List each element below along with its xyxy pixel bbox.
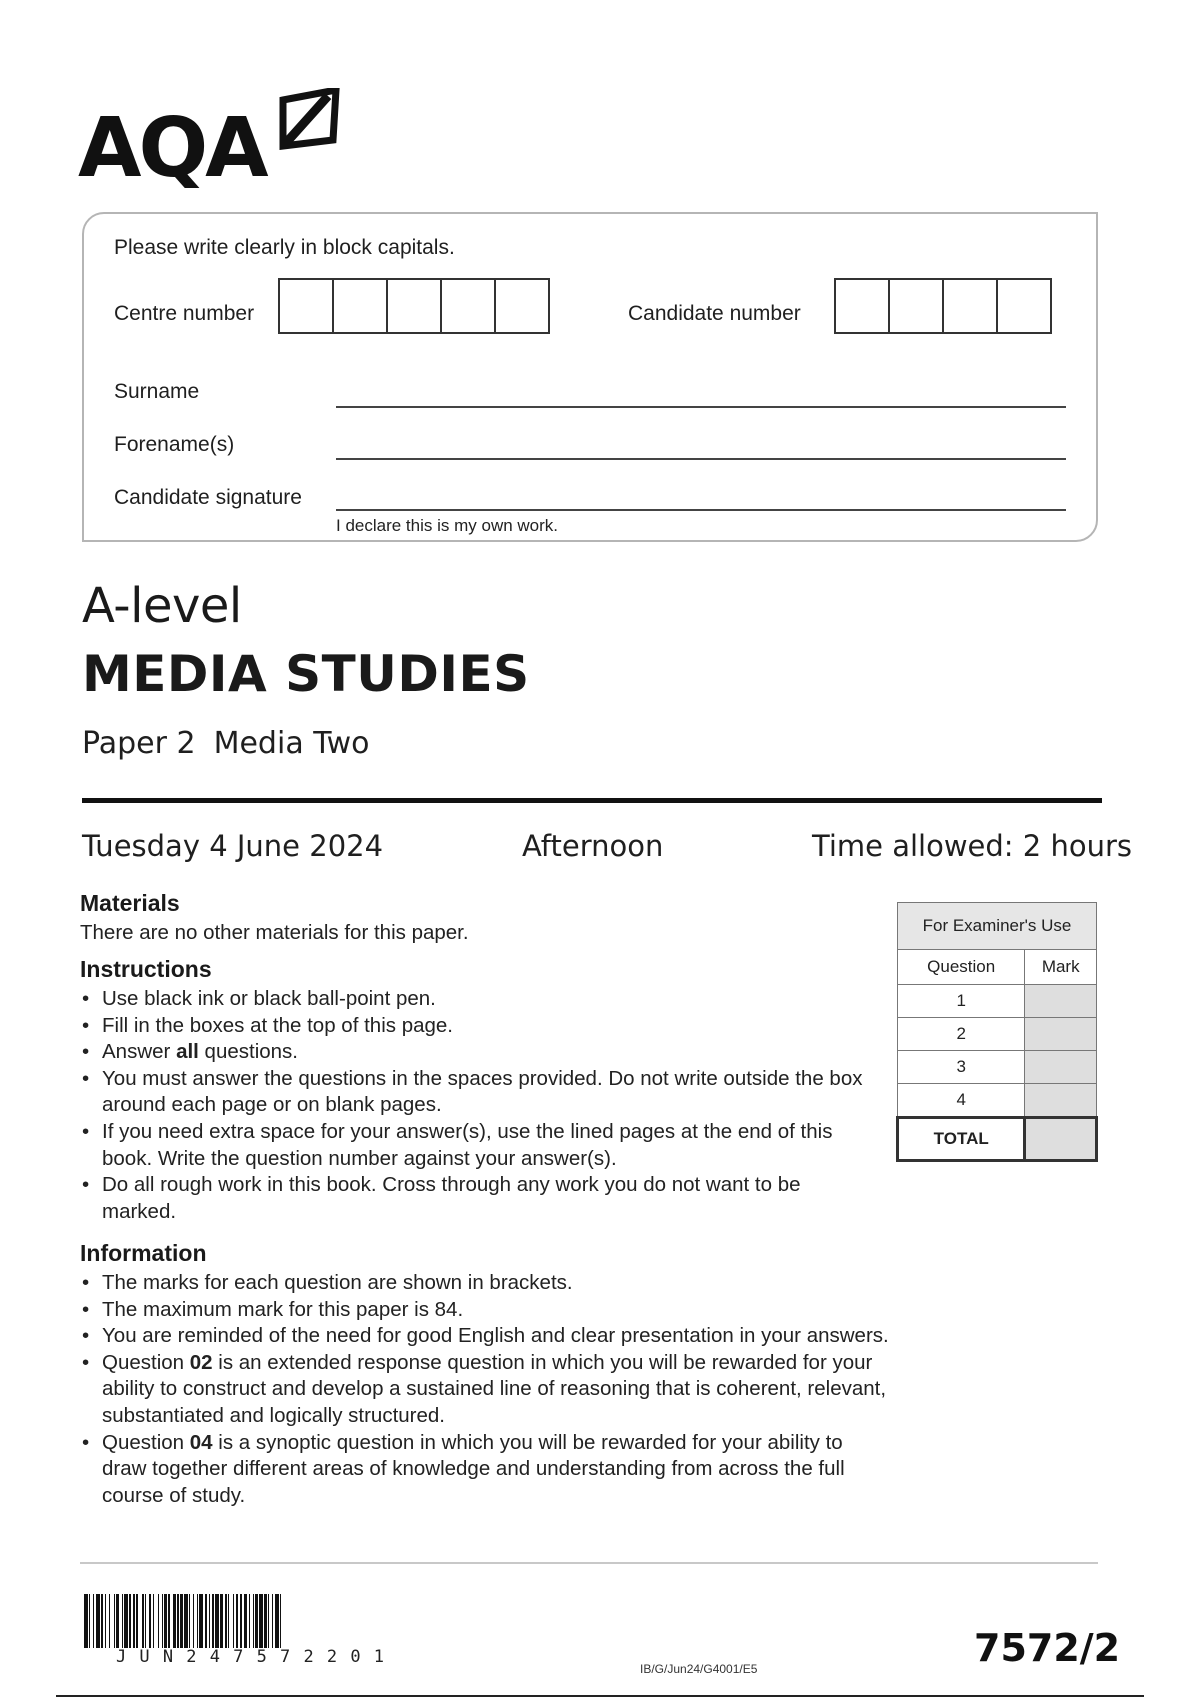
surname-label: Surname [114,380,200,403]
mark-cell [1025,1018,1097,1051]
paper-name: Media Two [213,726,370,761]
instruction-item: • Use black ink or black ball-point pen. [80,986,880,1013]
materials-heading: Materials [80,890,180,916]
question-number: 2 [898,1018,1025,1051]
candidate-number-boxes[interactable] [834,278,1052,334]
qualification-level: A-level [82,578,242,634]
aqa-logo-graphic [78,88,348,193]
information-heading: Information [80,1240,207,1266]
signature-field[interactable] [336,509,1066,511]
mark-cell [1025,985,1097,1018]
examiner-use-table [896,902,1098,1162]
instructions-heading: Instructions [80,956,212,982]
information-item: • Question 02 is an extended response question in which you will be rewarded for your ability to construct and develop a sustained line of reasoning that is coherent, relevant, substantiated and logically structured. [80,1350,890,1430]
candidate-digit-box[interactable] [888,278,944,334]
centre-number-boxes[interactable] [278,278,550,334]
svg-text:AQA: AQA [78,101,266,193]
information-item: • Question 04 is a synoptic question in which you will be rewarded for your ability to draw together different areas of knowledge and understanding from across the full course of study. [80,1430,890,1510]
centre-digit-box[interactable] [494,278,550,334]
question-number: 3 [898,1051,1025,1084]
candidate-digit-box[interactable] [996,278,1052,334]
title-divider [82,798,1102,803]
instruction-item: • Fill in the boxes at the top of this page. [80,1013,880,1040]
candidate-number-label: Candidate number [628,302,801,325]
aqa-logo [78,88,348,198]
centre-digit-box[interactable] [386,278,442,334]
centre-digit-box[interactable] [278,278,334,334]
question-column-header: Question [898,950,1025,985]
page-bottom-rule [56,1695,1144,1697]
time-allowed: Time allowed: 2 hours [812,829,1132,863]
centre-digit-box[interactable] [332,278,388,334]
candidate-digit-box[interactable] [834,278,890,334]
exam-date: Tuesday 4 June 2024 [82,829,384,863]
barcode [84,1594,472,1648]
information-list [80,1270,890,1509]
mark-cell [1025,1084,1097,1118]
instructions-list [80,986,880,1225]
total-mark-cell [1025,1118,1097,1161]
block-capitals-instruction: Please write clearly in block capitals. [114,236,455,259]
forename-field[interactable] [336,458,1066,460]
paper-title [82,726,387,761]
forename-label: Forename(s) [114,433,235,456]
reference-code: IB/G/Jun24/G4001/E5 [640,1662,758,1676]
materials-text: There are no other materials for this paper. [80,921,469,944]
centre-digit-box[interactable] [440,278,496,334]
information-item: • You are reminded of the need for good English and clear presentation in your answers. [80,1323,890,1350]
instruction-item: • If you need extra space for your answer(s), use the lined pages at the end of this book. Write the question number against your answer(s). [80,1119,880,1172]
candidate-digit-box[interactable] [942,278,998,334]
information-item: • The marks for each question are shown in brackets. [80,1270,890,1297]
declaration-text: I declare this is my own work. [336,516,559,535]
question-number: 1 [898,985,1025,1018]
paper-code: 7572/2 [974,1626,1121,1670]
subject-title: MEDIA STUDIES [82,645,530,703]
mark-column-header: Mark [1025,950,1097,985]
total-label: TOTAL [898,1118,1025,1161]
instruction-item: • Answer all questions. [80,1039,880,1066]
barcode-bar [281,1594,284,1648]
exam-session: Afternoon [522,829,664,863]
barcode-digits: JUN247572201 [116,1647,398,1667]
centre-number-label: Centre number [114,302,255,325]
mark-cell [1025,1051,1097,1084]
surname-field[interactable] [336,406,1066,408]
instruction-item: • You must answer the questions in the spaces provided. Do not write outside the box around each page or on blank pages. [80,1066,880,1119]
instruction-item: • Do all rough work in this book. Cross through any work you do not want to be marked. [80,1172,880,1225]
information-item: • The maximum mark for this paper is 84. [80,1297,890,1324]
question-number: 4 [898,1084,1025,1118]
examiner-table-title: For Examiner's Use [898,903,1097,950]
paper-number: Paper 2 [82,726,196,761]
footer-divider [80,1562,1098,1564]
signature-label: Candidate signature [114,486,302,509]
